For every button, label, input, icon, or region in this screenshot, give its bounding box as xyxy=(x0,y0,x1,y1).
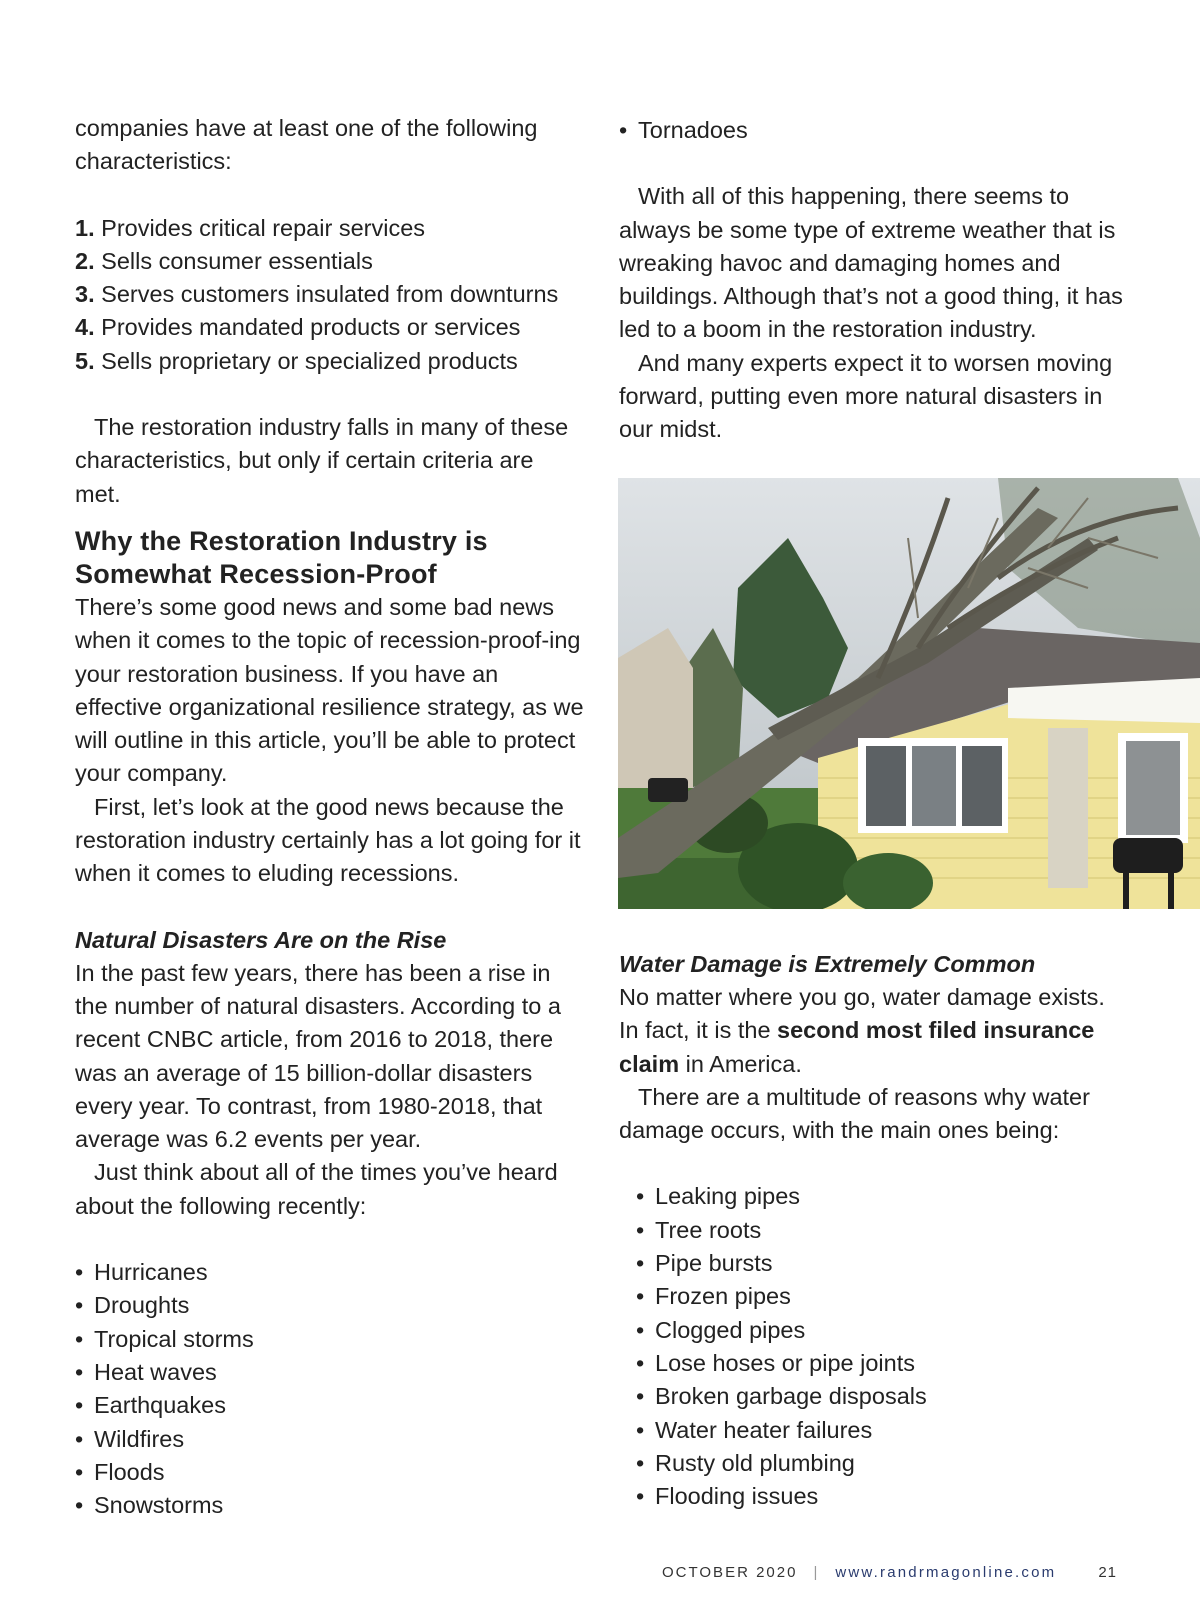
list-item xyxy=(619,114,1124,147)
bullet-glyph: • xyxy=(619,117,628,143)
disaster-list xyxy=(75,1256,585,1522)
paragraph-extreme-weather: With all of this happening, there seems to always be some type of extreme weather that is wreaking havoc and damaging homes and buildings. Although that’s not a good thing, it has led to a boom in the restoration industry. xyxy=(619,183,1123,343)
intro-text: companies have at least one of the following characteristics: xyxy=(75,115,538,175)
bullet-glyph: • xyxy=(636,1250,645,1277)
bullet-glyph: • xyxy=(636,1483,645,1510)
bullet-glyph: • xyxy=(636,1283,645,1310)
bullet-glyph: • xyxy=(636,1349,645,1376)
bullet-glyph: • xyxy=(636,1183,645,1210)
criteria-number: 4. xyxy=(75,314,95,341)
paragraph-water-end: in America. xyxy=(679,1050,802,1077)
bullet-text: Earthquakes xyxy=(94,1392,226,1419)
bullet-text: Leaking pipes xyxy=(655,1183,801,1210)
subheading-natural-disasters: Natural Disasters Are on the Rise xyxy=(75,926,447,953)
paragraph-water-damage xyxy=(619,981,1124,1081)
paragraph-disaster-stats: In the past few years, there has been a rise in the number of natural disasters. According to a recent CNBC article, from 2016 to 2018, there was an average of 15 billion-dollar disasters every year. To contrast, from 1980-2018, that average was 6.2 events per year. xyxy=(75,959,561,1153)
criteria-text: Sells proprietary or specialized products xyxy=(101,347,518,374)
criteria-list xyxy=(75,212,585,378)
bullet-text: Floods xyxy=(94,1458,165,1485)
list-item xyxy=(75,1323,585,1356)
criteria-item xyxy=(75,245,585,278)
criteria-text: Provides mandated products or services xyxy=(101,314,521,341)
paragraph-good-bad-news: There’s some good news and some bad news when it comes to the topic of recession-proof-ing your restoration business. If you have an effective organizational resilience strategy, as we will outline in this article, you’ll be able to protect your company. xyxy=(75,593,584,787)
right-column-lower xyxy=(619,948,1124,1513)
bullet-glyph: • xyxy=(636,1216,645,1243)
bullet-text: Water heater failures xyxy=(655,1416,873,1443)
list-item xyxy=(75,1289,585,1322)
list-item xyxy=(619,1414,1124,1447)
criteria-text: Serves customers insulated from downturns xyxy=(101,281,559,308)
footer-separator: | xyxy=(813,1564,820,1581)
left-column xyxy=(75,112,585,1522)
fallen-tree-house-photo xyxy=(618,478,1200,909)
bullet-text: Clogged pipes xyxy=(655,1316,806,1343)
criteria-item xyxy=(75,212,585,245)
criteria-summary: The restoration industry falls in many of these characteristics, but only if certain criteria are met. xyxy=(75,414,569,507)
bullet-glyph: • xyxy=(75,1458,84,1485)
bullet-glyph: • xyxy=(636,1383,645,1410)
bullet-glyph: • xyxy=(75,1292,84,1319)
bullet-glyph: • xyxy=(75,1492,84,1519)
paragraph-water-start: No matter where you go, water damage exists. In fact, it is the xyxy=(619,984,1105,1044)
bullet-text: Lose hoses or pipe joints xyxy=(655,1349,915,1376)
list-item xyxy=(75,1389,585,1422)
page-footer xyxy=(662,1564,1117,1581)
list-item xyxy=(619,1447,1124,1480)
bold-insurance-claim: second most filed insurance claim xyxy=(619,1017,1095,1077)
list-item xyxy=(619,1180,1124,1213)
list-item xyxy=(75,1489,585,1522)
list-item xyxy=(619,1480,1124,1513)
bullet-text: Broken garbage disposals xyxy=(655,1383,927,1410)
bullet-glyph: • xyxy=(75,1259,84,1286)
paragraph-experts: And many experts expect it to worsen moving forward, putting even more natural disasters in our midst. xyxy=(619,349,1113,443)
water-causes-list xyxy=(619,1180,1124,1513)
bullet-glyph: • xyxy=(75,1425,84,1452)
bullet-text: Tropical storms xyxy=(94,1325,254,1352)
bullet-glyph: • xyxy=(75,1325,84,1352)
bullet-text: Wildfires xyxy=(94,1425,185,1452)
paragraph-think-about: Just think about all of the times you’ve heard about the following recently: xyxy=(75,1159,558,1219)
bullet-text: Hurricanes xyxy=(94,1259,208,1286)
issue-date: OCTOBER 2020 xyxy=(662,1564,798,1581)
paragraph-reasons: There are a multitude of reasons why water damage occurs, with the main ones being: xyxy=(619,1083,1090,1144)
criteria-number: 3. xyxy=(75,281,95,308)
criteria-item xyxy=(75,311,585,344)
bullet-text: Snowstorms xyxy=(94,1492,224,1519)
list-item xyxy=(619,1347,1124,1380)
criteria-item xyxy=(75,278,585,311)
bullet-text: Heat waves xyxy=(94,1358,217,1385)
list-item xyxy=(619,1280,1124,1313)
paragraph-good-news: First, let’s look at the good news because the restoration industry certainly has a lot going for it when it comes to eluding recessions. xyxy=(75,793,581,887)
list-item xyxy=(619,1380,1124,1413)
bullet-text: Droughts xyxy=(94,1292,190,1319)
bullet-text: Flooding issues xyxy=(655,1483,819,1510)
bullet-glyph: • xyxy=(636,1316,645,1343)
list-item xyxy=(619,1247,1124,1280)
page-number: 21 xyxy=(1098,1564,1118,1581)
criteria-number: 1. xyxy=(75,214,95,241)
bullet-glyph: • xyxy=(636,1416,645,1443)
criteria-text: Sells consumer essentials xyxy=(101,247,373,274)
criteria-text: Provides critical repair services xyxy=(101,214,426,241)
list-item xyxy=(619,1214,1124,1247)
criteria-item xyxy=(75,345,585,378)
criteria-number: 2. xyxy=(75,247,95,274)
list-item xyxy=(75,1423,585,1456)
bullet-text: Pipe bursts xyxy=(655,1250,773,1277)
bullet-text: Tree roots xyxy=(655,1216,762,1243)
bullet-text: Frozen pipes xyxy=(655,1283,791,1310)
website-link[interactable]: www.randrmagonline.com xyxy=(835,1564,1057,1581)
fallen-tree-house-illustration xyxy=(618,478,1200,909)
right-column xyxy=(619,112,1124,447)
list-item xyxy=(619,1314,1124,1347)
list-item xyxy=(75,1256,585,1289)
bullet-glyph: • xyxy=(636,1449,645,1476)
list-item xyxy=(75,1356,585,1389)
bullet-glyph: • xyxy=(75,1358,84,1385)
section-heading: Why the Restoration Industry is Somewhat Recession-Proof xyxy=(75,525,488,589)
bullet-text: Rusty old plumbing xyxy=(655,1449,855,1476)
subheading-water-damage: Water Damage is Extremely Common xyxy=(619,951,1036,977)
list-item xyxy=(75,1456,585,1489)
bullet-glyph: • xyxy=(75,1392,84,1419)
bullet-text: Tornadoes xyxy=(638,117,748,143)
criteria-number: 5. xyxy=(75,347,95,374)
